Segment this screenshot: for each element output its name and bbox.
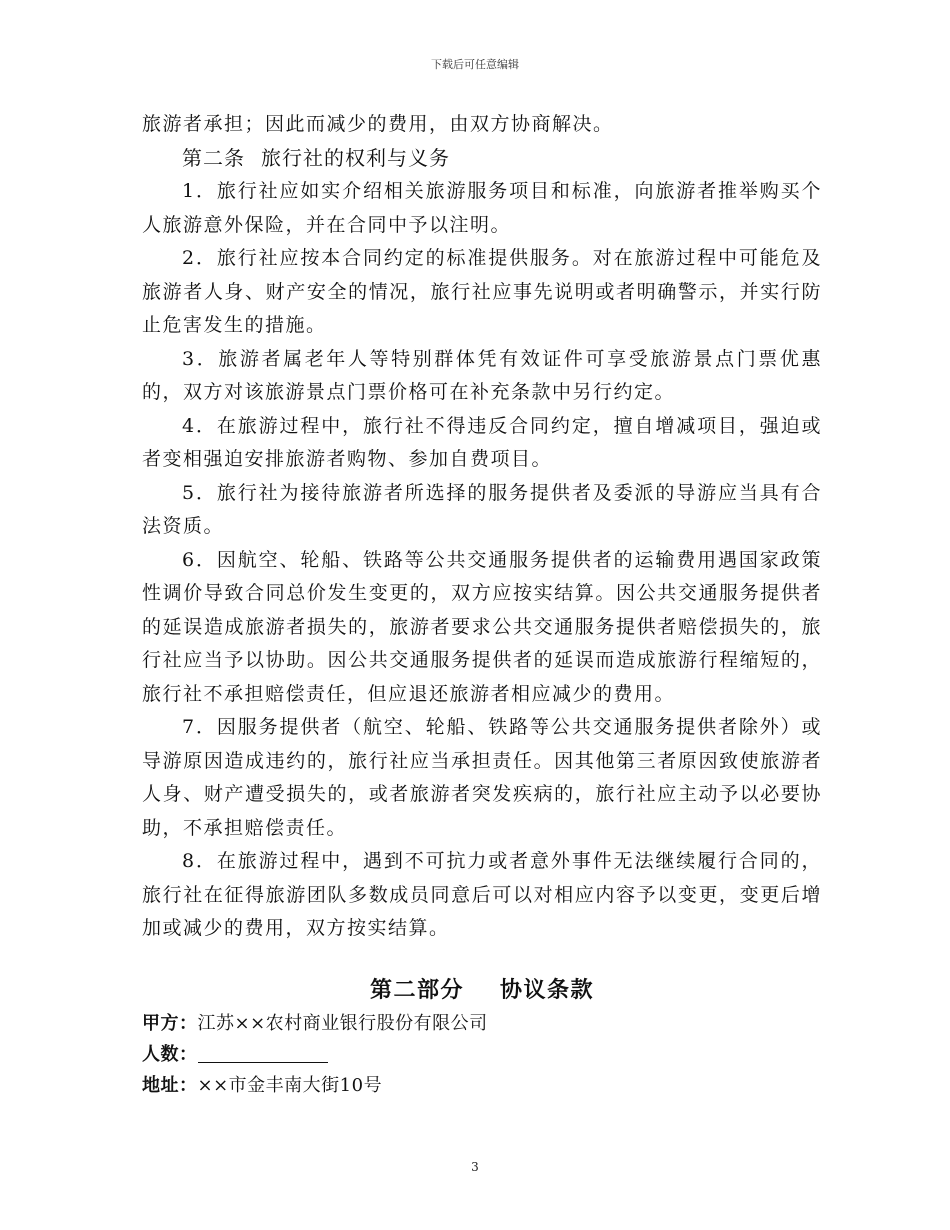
clause-6: 6．因航空、轮船、铁路等公共交通服务提供者的运输费用遇国家政策性调价导致合同总价发生变更的，双方应按实结算。因公共交通服务提供者的延误造成旅游者损失的，旅游者要求公共交通服务提供者赔偿损失的，旅行社应当予以协助。因公共交通服务提供者的延误而造成旅游行程缩短的，旅行社不承担赔偿责任，但应退还旅游者相应减少的费用。 xyxy=(142,548,822,705)
page-header: 下载后可任意编辑 xyxy=(431,58,519,71)
part-heading xyxy=(142,974,822,1008)
headcount-blank xyxy=(198,1042,328,1063)
page-number: 3 xyxy=(471,1160,479,1174)
article-heading xyxy=(142,142,822,176)
article-number: 第二条 xyxy=(182,145,245,170)
headcount-line xyxy=(142,1039,822,1070)
address-label: 地址： xyxy=(142,1074,198,1096)
party-a-value: 江苏××农村商业银行股份有限公司 xyxy=(197,1012,488,1034)
party-a-label: 甲方： xyxy=(142,1012,198,1034)
part-title: 协议条款 xyxy=(500,977,595,1003)
party-a-line xyxy=(142,1008,822,1039)
clause-8: 8．在旅游过程中，遇到不可抗力或者意外事件无法继续履行合同的，旅行社在征得旅游团队多数成员同意后可以对相应内容予以变更，变更后增加或减少的费用，双方按实结算。 xyxy=(142,850,822,939)
clause-5: 5．旅行社为接待旅游者所选择的服务提供者及委派的导游应当具有合法资质。 xyxy=(142,481,822,537)
headcount-label: 人数： xyxy=(142,1043,198,1065)
address-value: ××市金丰南大街10号 xyxy=(197,1074,383,1096)
part-number: 第二部分 xyxy=(369,977,464,1003)
clause-2: 2．旅行社应按本合同约定的标准提供服务。对在旅游过程中可能危及旅游者人身、财产安全的情况，旅行社应事先说明或者明确警示，并实行防止危害发生的措施。 xyxy=(142,247,822,336)
document-body xyxy=(142,108,822,1101)
clause-3: 3．旅游者属老年人等特别群体凭有效证件可享受旅游景点门票优惠的，双方对该旅游景点门票价格可在补充条款中另行约定。 xyxy=(142,347,822,403)
clause-1: 1．旅行社应如实介绍相关旅游服务项目和标准，向旅游者推举购买个人旅游意外保险，并在合同中予以注明。 xyxy=(142,180,822,236)
clause-4: 4．在旅游过程中，旅行社不得违反合同约定，擅自增减项目，强迫或者变相强迫安排旅游者购物、参加自费项目。 xyxy=(142,414,822,470)
clause-7: 7．因服务提供者（航空、轮船、铁路等公共交通服务提供者除外）或导游原因造成违约的，旅行社应当承担责任。因其他第三者原因致使旅游者人身、财产遭受损失的，或者旅游者突发疾病的，旅行社应主动予以必要协助，不承担赔偿责任。 xyxy=(142,716,822,839)
address-line xyxy=(142,1070,822,1101)
continued-paragraph: 旅游者承担；因此而减少的费用，由双方协商解决。 xyxy=(142,113,614,135)
article-title: 旅行社的权利与义务 xyxy=(261,145,450,170)
